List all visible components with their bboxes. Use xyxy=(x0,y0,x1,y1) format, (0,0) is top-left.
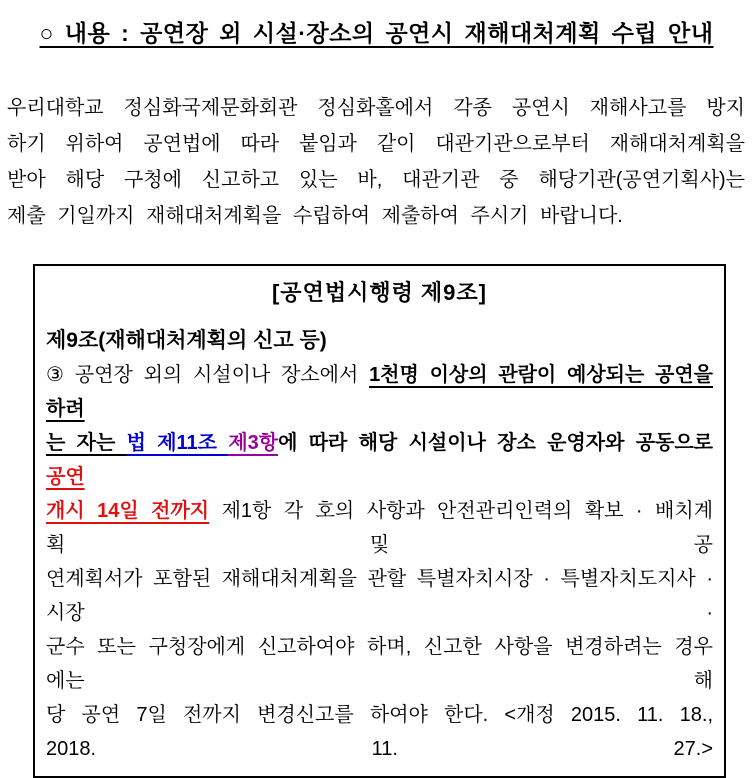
article-text: ③ 공연장 외의 시설이나 장소에서 xyxy=(46,364,370,386)
emphasis-text: 에 따라 해당 시설이나 장소 운영자와 공동으로 xyxy=(278,432,714,454)
article-line xyxy=(46,494,713,562)
article-line: 군수 또는 구청장에게 신고하여야 하며, 신고한 사항을 변경하려는 경우에는 해 xyxy=(46,636,713,692)
intro-paragraph xyxy=(7,90,745,234)
clause-reference-purple: 제3항 xyxy=(228,432,279,454)
law-reference-blue: 법 제11조 xyxy=(126,432,229,454)
intro-line: 제출 기일까지 재해대처계획을 수립하여 제출하여 주시기 바랍니다. xyxy=(7,205,623,227)
article-line: 당 공연 7일 전까지 변경신고를 하여야 한다. <개정 2015. 11. 18., 2018. 11. 27.> xyxy=(46,704,713,760)
intro-line: 하기 위하여 공연법에 따라 붙임과 같이 대관기관으로부터 재해대처계획을 xyxy=(7,133,745,155)
article-title: 제9조(재해대처계획의 신고 등) xyxy=(46,329,327,352)
law-box-heading: [공연법시행령 제9조] xyxy=(271,280,488,305)
deadline-red-text: 개시 14일 전까지 xyxy=(46,500,210,522)
article-text: 제1항 각 호의 사항과 안전관리인력의 확보 · 배치계획 및 공 xyxy=(46,500,714,556)
law-box xyxy=(33,264,726,778)
emphasis-underline-text: 1천명 이상의 관람이 예상되는 공연을 하려 xyxy=(46,364,713,420)
article-line xyxy=(46,426,713,494)
article-line: 연계획서가 포함된 재해대처계획을 관할 특별자치시장 · 특별자치도지사 · 시장 · xyxy=(46,568,713,624)
deadline-red-text: 공연 xyxy=(46,466,85,488)
emphasis-underline-text: 는 자는 xyxy=(46,432,127,454)
intro-line: 우리대학교 정심화국제문화회관 정심화홀에서 각종 공연시 재해사고를 방지 xyxy=(7,97,745,119)
intro-line: 받아 해당 구청에 신고하고 있는 바, 대관기관 중 해당기관(공연기획사)는 xyxy=(7,169,745,191)
article-line xyxy=(46,358,713,426)
page-title xyxy=(0,15,753,48)
document-page xyxy=(0,15,753,778)
page-title-text: ○ 내용 : 공연장 외 시설·장소의 공연시 재해대처계획 수립 안내 xyxy=(39,20,714,46)
